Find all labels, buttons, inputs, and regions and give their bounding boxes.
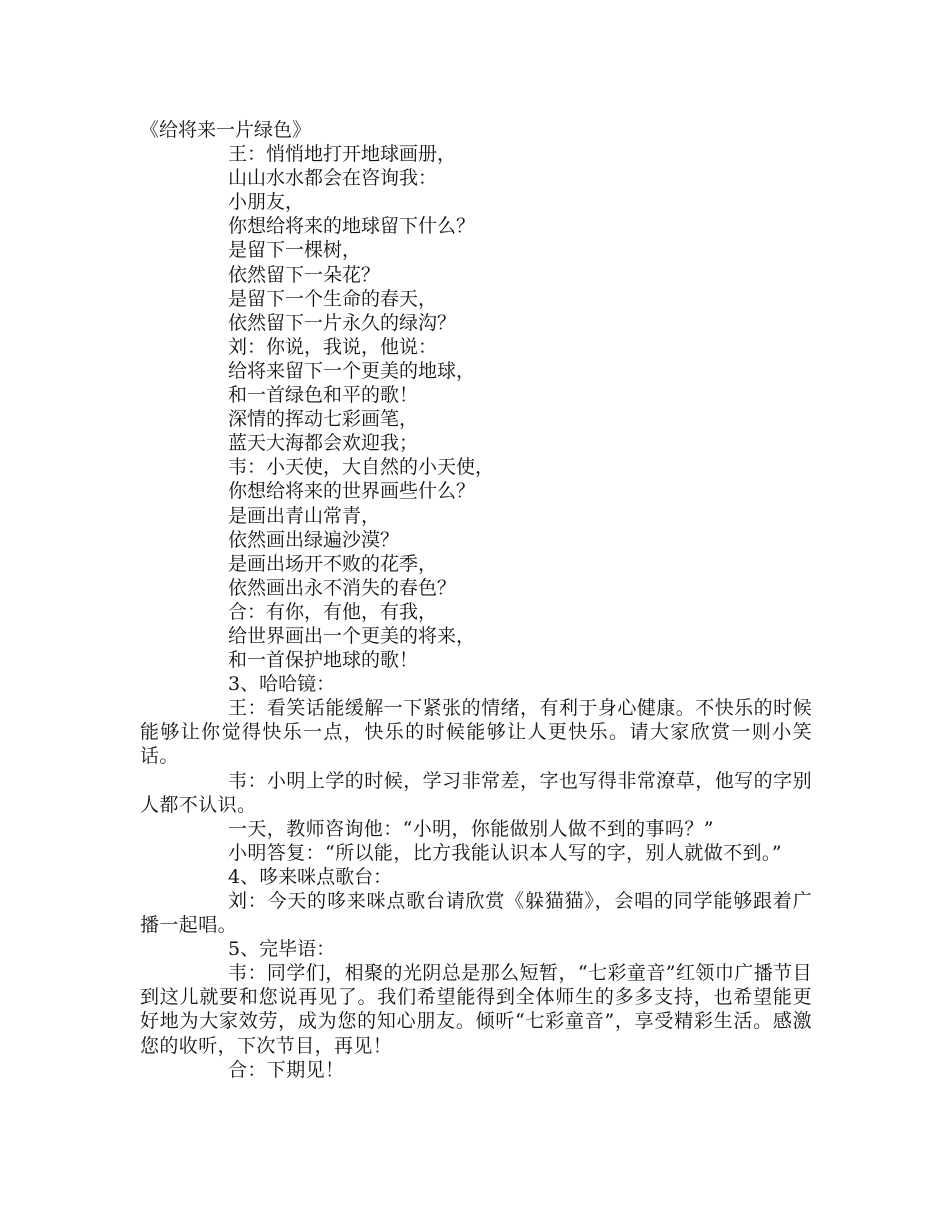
paragraph: 韦：同学们，相聚的光阴总是那么短暂，“七彩童音”红领巾广播节目到这儿就要和您说再见了。我们希望能得到全体师生的多多支持，也希望能更好地为大家效劳，成为您的知心朋友。倾听“七彩童音”，享受精彩生活。感激您的收听，下次节目，再见！: [140, 962, 812, 1057]
document-title: 《给将来一片绿色》: [140, 119, 312, 141]
poem-line: 依然画出永不消失的春色？: [228, 576, 457, 599]
poem-line: 蓝天大海都会欢迎我；: [228, 432, 419, 455]
section-heading: 5、完毕语：: [228, 938, 336, 961]
poem-line: 山山水水都会在咨询我：: [228, 167, 438, 190]
paragraph: 王：看笑话能缓解一下紧张的情绪，有利于身心健康。不快乐的时候能够让你觉得快乐一点，快乐的时候能够让人更快乐。请大家欣赏一则小笑话。: [140, 697, 812, 768]
poem-line: 王：悄悄地打开地球画册，: [228, 143, 457, 166]
poem-line: 小朋友，: [228, 191, 305, 214]
paragraph: 一天，教师咨询他：“小明，你能做别人做不到的事吗？”: [228, 817, 714, 840]
poem-line: 依然留下一朵花？: [228, 263, 381, 286]
paragraph: 刘：今天的哆来咪点歌台请欣赏《躲猫猫》，会唱的同学能够跟着广播一起唱。: [140, 890, 812, 937]
paragraph: 合：下期见！: [228, 1058, 345, 1081]
section-heading: 4、哆来咪点歌台：: [228, 865, 393, 888]
paragraph: 韦：小明上学的时候，学习非常差，字也写得非常潦草，他写的字别人都不认识。: [140, 769, 812, 816]
poem-line: 你想给将来的地球留下什么？: [228, 215, 476, 238]
poem-line: 依然画出绿遍沙漠？: [228, 528, 400, 551]
poem-line: 刘：你说，我说，他说：: [228, 335, 438, 358]
document-body: [140, 118, 812, 1082]
poem-line: 合：有你，有他，有我，: [228, 600, 438, 623]
poem-line: 依然留下一片永久的绿沟？: [228, 311, 457, 334]
paragraph: 小明答复：“所以能，比方我能认识本人写的字，别人就做不到。”: [228, 841, 782, 864]
poem-line: 是画出场开不败的花季，: [228, 552, 438, 575]
poem-line: 深情的挥动七彩画笔，: [228, 408, 419, 431]
poem-line: 是画出青山常青，: [228, 504, 381, 527]
poem-line: 是留下一个生命的春天，: [228, 287, 438, 310]
poem-line: 给将来留下一个更美的地球，: [228, 359, 476, 382]
poem-line: 和一首保护地球的歌！: [228, 649, 419, 672]
poem-line: 韦：小天使，大自然的小天使，: [228, 456, 495, 479]
poem-line: 给世界画出一个更美的将来，: [228, 624, 476, 647]
poem-line: 和一首绿色和平的歌！: [228, 384, 419, 407]
section-heading: 3、哈哈镜：: [228, 673, 336, 696]
poem-line: 你想给将来的世界画些什么？: [228, 480, 476, 503]
poem-line: 是留下一棵树，: [228, 239, 362, 262]
